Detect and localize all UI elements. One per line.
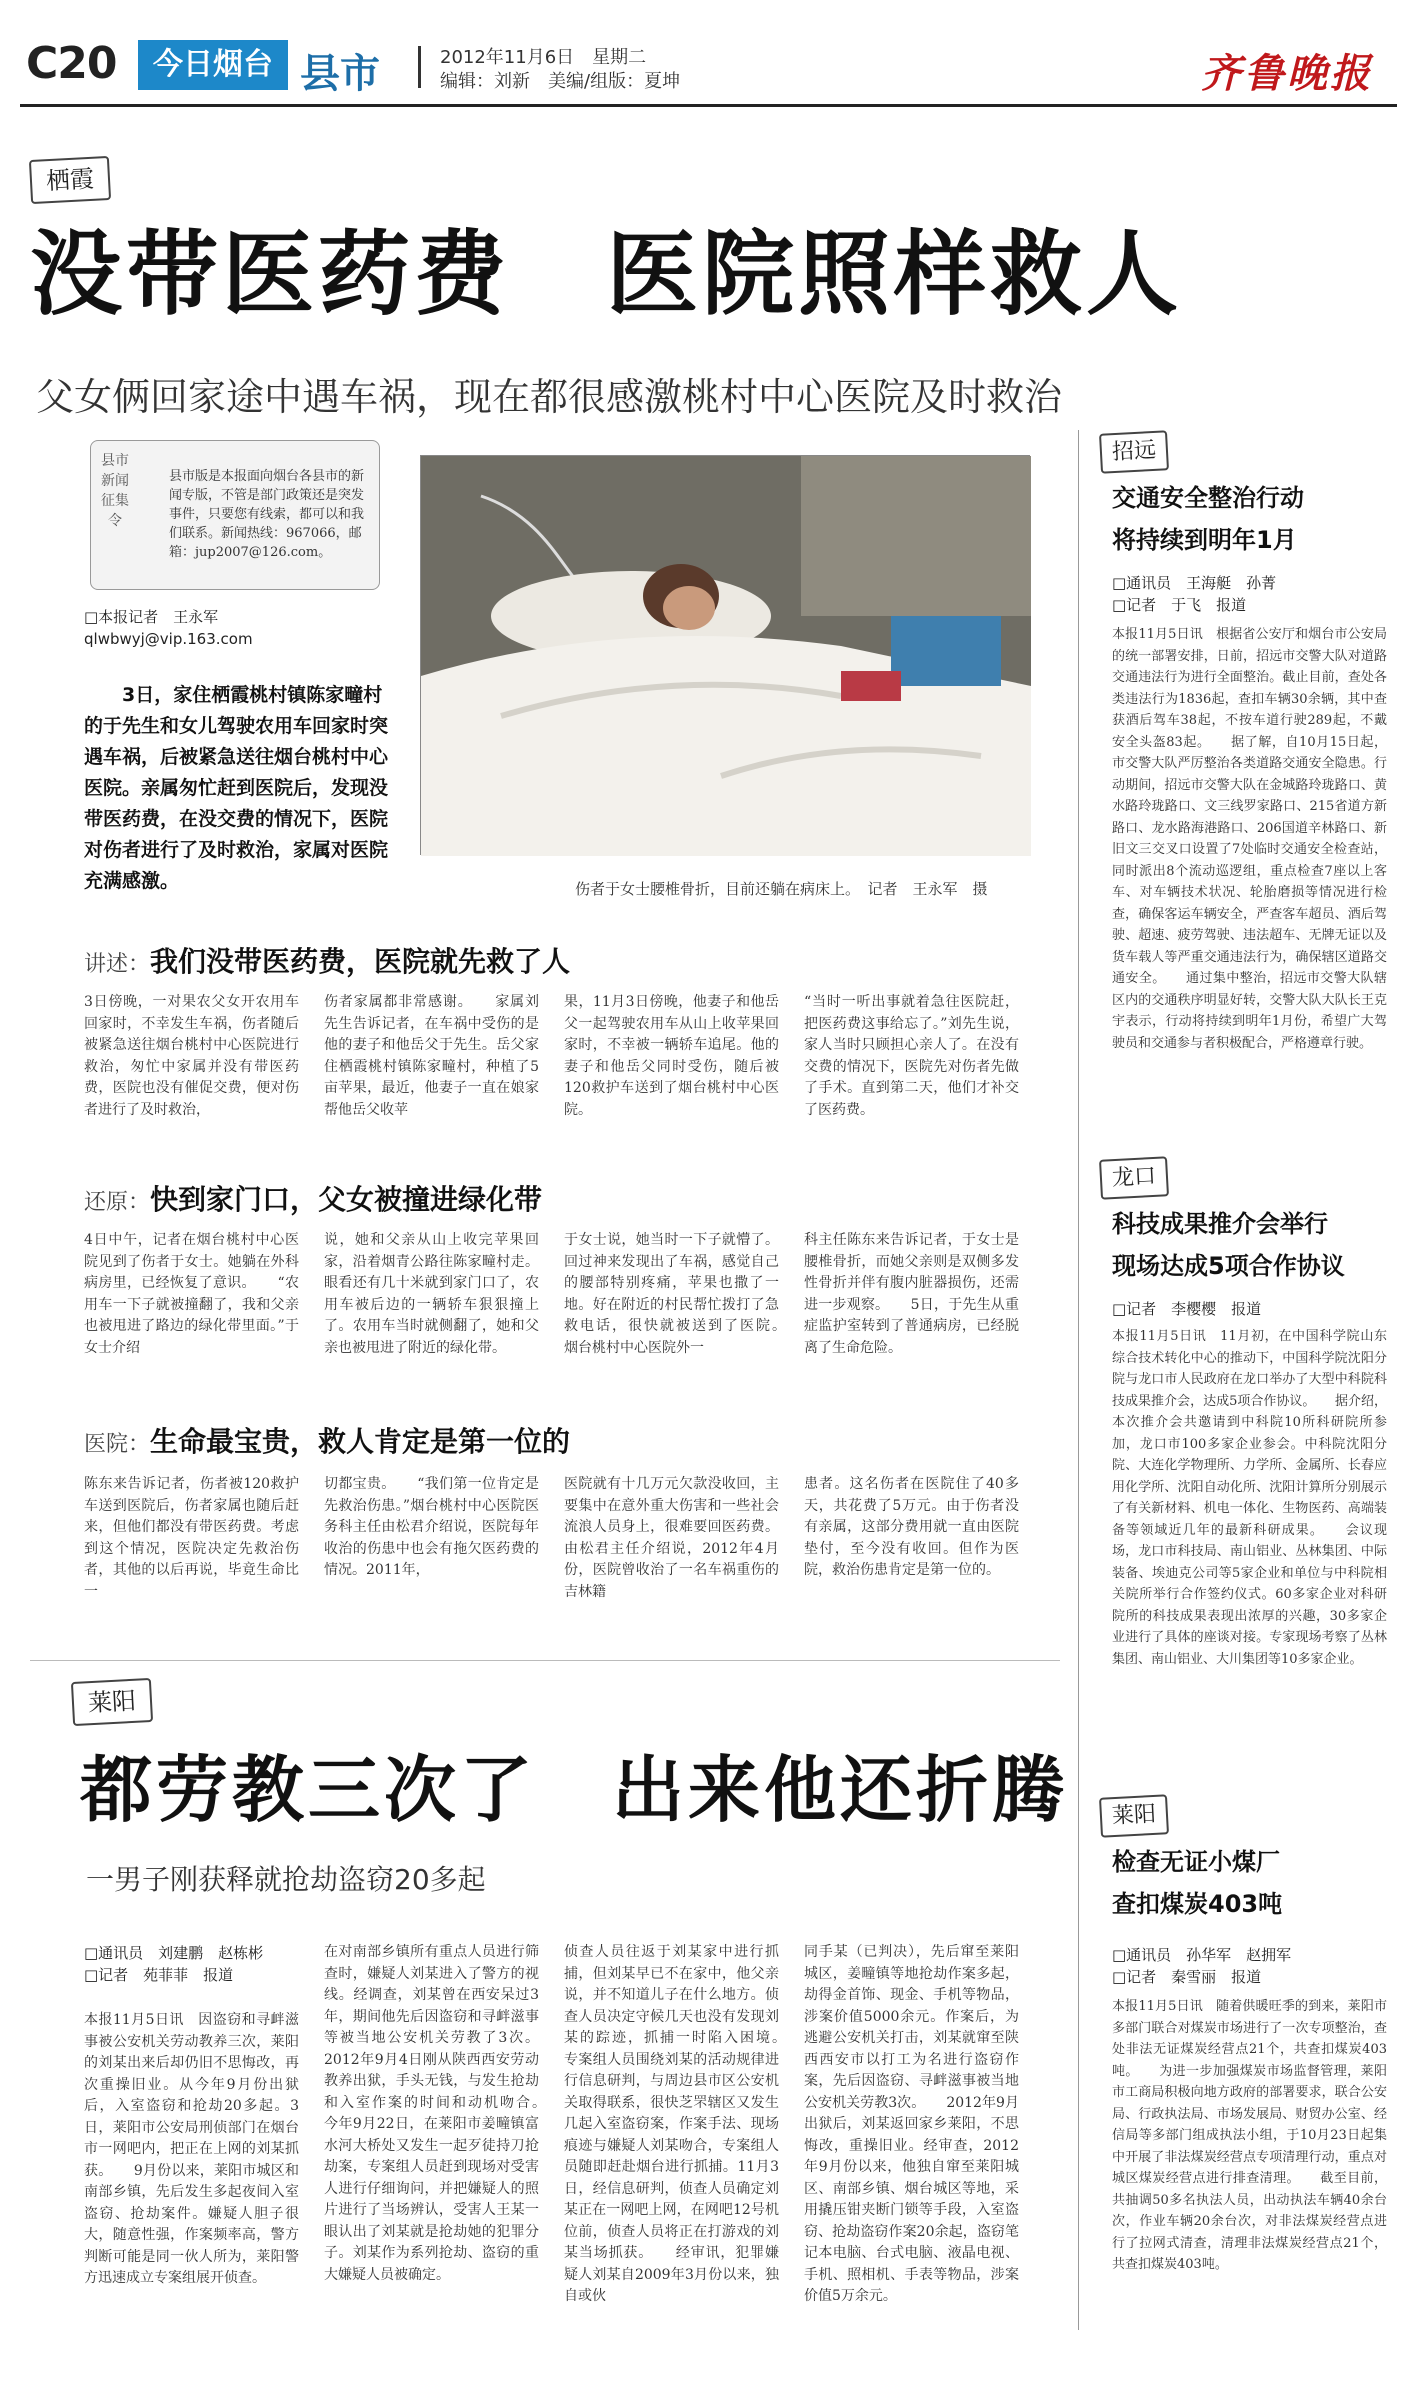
section-kicker: 讲述： (84, 952, 151, 977)
sidebar-headline-1b: 将持续到明年1月 (1112, 526, 1297, 554)
header-divider (418, 46, 421, 88)
email-story1: qlwbwyj@vip.163.com (84, 630, 253, 648)
editor-text: 编辑：刘新 美编/组版：夏坤 (440, 71, 681, 92)
body-column: 伤者家属都非常感谢。 家属刘先生告诉记者，在车祸中受伤的是他的妻子和他岳父于先生。岳父家住栖霞桃村镇陈家疃村，种植了5亩苹果，最近，他妻子一直在娘家帮他岳父收苹 (324, 994, 539, 1118)
hospital-photo (420, 455, 1030, 855)
body-column: 于女士说，她当时一下子就懵了。回过神来发现出了车祸，感觉自己的腰部特别疼痛，苹果也撒了一地。好在附近的村民帮忙拨打了急救电话，很快就被送到了医院。 烟台桃村中心医院外一 (564, 1232, 807, 1356)
section-title: 生命最宝贵，救人肯定是第一位的 (150, 1425, 571, 1458)
sidebar-body-1: 本报11月5日讯 根据省公安厅和烟台市公安局的统一部署安排，日前，招远市交警大队对道路交通违法行为进行全面整治。截止目前，查处各类违法行为1836起，查扣车辆30余辆，其中查获酒后驾车38起，不按车道行驶289起，不戴安全头盔83起。 据了解，自10月15日起，市交警大队严厉整治各类道路交通安全隐患。行动期间，招远市交警大队在金城路玲珑路口、黄水路玲珑路口、文三线罗家路口、215省道方新路口、龙水路海港路口、206国道辛林路口、新旧文三交叉口设置了7处临时交通安全检查站，同时派出8个流动巡逻组，重点检查7座以上客车、对车辆技术状况、轮胎磨损等情况进行检查，确保客运车辆安全，严查客车超员、酒后驾驶、超速、疲劳驾驶、违法超车、无牌无证以及货车载人等严重交通违法行为，确保辖区道路交通安全。 通过集中整治，招远市交警大队辖区内的交通秩序明显好转，交警大队大队长王克宇表示，行动将持续到明年1月份，希望广大驾驶员和交通参与者积极配合，严格遵章行驶。 (1112, 627, 1387, 1051)
section-title: 我们没带医药费，医院就先救了人 (150, 945, 571, 978)
body-column: 说，她和父亲从山上收完苹果回家，沿着烟青公路往陈家疃村走。眼看还有几十米就到家门口了，农用车被后边的一辆轿车狠狠撞上了。农用车当时就侧翻了，她和父亲也被甩进了附近的绿化带。 (324, 1232, 539, 1356)
section-head-1 (84, 940, 570, 980)
sidebar-headline-2a: 科技成果推介会举行 (1112, 1210, 1328, 1238)
body-column: 同手某（已判决），先后窜至莱阳城区，姜疃镇等地抢劫作案多起，劫得金首饰、现金、手机等物品，涉案价值5000余元。作案后，为逃避公安机关打击，刘某就窜至陕西西安市以打工为名进行盗窃作案，先后因盗窃、寻衅滋事被当地公安机关劳教3次。 2012年9月出狱后，刘某返回家乡莱阳，不思悔改，重操旧业。经审查，2012年9月份以来，他独自窜至莱阳城区、南部乡镇、烟台城区等地，采用撬压钳夹断门锁等手段，入室盗窃、抢劫盗窃作案20余起，盗窃笔记本电脑、台式电脑、液晶电视、手机、照相机、手表等物品，涉案价值5万余元。 (804, 1944, 1019, 2304)
sidebar-byline: □记者 于飞 报道 (1112, 596, 1247, 614)
sidebar-body-2: 本报11月5日讯 11月初，在中国科学院山东综合技术转化中心的推动下，中国科学院沈阳分院与龙口市人民政府在龙口举办了大型中科院科技成果推介会，达成5项合作协议。 据介绍，本次推介会共邀请到中科院10所科研院所参加，龙口市100多家企业参会。中科院沈阳分院、大连化学物理所、力学所、金属所、长春应用化学所、沈阳自动化所、沈阳计算所分别展示了有关新材料、机电一体化、生物医药、高端装备等领域近几年的最新科研成果。 会议现场，龙口市科技局、南山铝业、丛林集团、中际装备、埃迪克公司等5家企业和单位与中科院相关院所举行合作签约仪式。60多家企业对科研院所的科技成果表现出浓厚的兴趣，30多家企业进行了具体的座谈对接。专家现场考察了丛林集团、南山铝业、大川集团等10多家企业。 (1112, 1329, 1387, 1667)
byline-story2-a: □通讯员 刘建鹏 赵栋彬 (84, 1944, 264, 1962)
region-tag-laiyang-side: 莱阳 (1099, 1794, 1169, 1838)
date-text: 2012年11月6日 星期二 (440, 47, 647, 68)
sidebar-headline-3b: 查扣煤炭403吨 (1112, 1890, 1283, 1918)
body-column: 4日中午，记者在烟台桃村中心医院见到了伤者于女士。她躺在外科病房里，已经恢复了意识。 “农用车一下子就被撞翻了，我和父亲也被甩进了路边的绿化带里面。”于女士介绍 (84, 1232, 299, 1356)
sidebar-byline: □记者 李樱樱 报道 (1112, 1300, 1262, 1318)
date-line (440, 46, 680, 94)
sidebar-body-3: 本报11月5日讯 随着供暖旺季的到来，莱阳市多部门联合对煤炭市场进行了一次专项整治，查处非法无证煤炭经营点21个，共查扣煤炭403吨。 为进一步加强煤炭市场监督管理，莱阳市工商局积极向地方政府的部署要求，联合公安局、行政执法局、市场发展局、财贸办公室、经信局等多部门组成执法小组，于10月23日起集中开展了非法煤炭经营点专项清理行动，重点对城区煤炭经营点进行排查清理。 截至目前，共抽调50多名执法人员，出动执法车辆40余台次，作业车辆20余台次，对非法煤炭经营点进行了拉网式清查，清理非法煤炭经营点21个，共查扣煤炭403吨。 (1112, 1999, 1387, 2272)
body-column: 科主任陈东来告诉记者，于女士是腰椎骨折，而她父亲则是双侧多发性骨折并伴有腹内脏器损伤，还需进一步观察。 5日，于先生从重症监护室转到了普通病房，已经脱离了生命危险。 (804, 1232, 1019, 1356)
section-kicker: 医院： (84, 1432, 151, 1457)
section-head-3 (84, 1420, 570, 1460)
patient-in-bed-image (421, 456, 1031, 856)
sidebar-byline: □记者 秦雪丽 报道 (1112, 1968, 1262, 1986)
body-column: 侦查人员往返于刘某家中进行抓捕，但刘某早已不在家中，他父亲说，并不知道儿子在什么地方。侦查人员决定守候几天也没有发现刘某的踪迹，抓捕一时陷入困境。 专案组人员围绕刘某的活动规律进行信息研判，与周边县市区公安机关取得联系，很快芝罘辖区又发生几起入室盗窃案，作案手法、现场痕迹与嫌疑人刘某吻合，专案组人员随即赶赴烟台进行抓捕。11月3日，经信息研判，侦查人员确定刘某正在一网吧上网，在网吧12号机位前，侦查人员将正在打游戏的刘某当场抓获。 经审讯，犯罪嫌疑人刘某自2009年3月份以来，独自或伙 (564, 1944, 807, 2304)
headline-story2: 都劳教三次了 出来他还折腾 (80, 1748, 1069, 1832)
section-name: 县市 (300, 51, 380, 97)
byline-story2-b: □记者 苑菲菲 报道 (84, 1966, 234, 1984)
section-title: 快到家门口，父女被撞进绿化带 (150, 1183, 543, 1216)
page-header (0, 0, 1417, 100)
body-column: 在对南部乡镇所有重点人员进行筛查时，嫌疑人刘某进入了警方的视线。经调查，刘某曾在西安呆过3年，期间他先后因盗窃和寻衅滋事等被当地公安机关劳教了3次。2012年9月4日刚从陕西西安劳动教养出狱，手头无钱，与发生抢劫和入室作案的时间和动机吻合。 今年9月22日，在莱阳市姜疃镇富水河大桥处又发生一起歹徒持刀抢劫案，专案组人员赶到现场对受害人进行仔细询问，并把嫌疑人的照片进行了当场辨认，受害人王某一眼认出了刘某就是抢劫她的犯罪分子。刘某作为系列抢劫、盗窃的重大嫌疑人员被确定。 (324, 1944, 567, 2283)
body-column: 本报11月5日讯 因盗窃和寻衅滋事被公安机关劳动教养三次，莱阳的刘某出来后却仍旧不思悔改，再次重操旧业。从今年9月份出狱后，入室盗窃和抢劫20多起。3日，莱阳市公安局刑侦部门在烟台市一网吧内，把正在上网的刘某抓获。 9月份以来，莱阳市城区和南部乡镇，先后发生多起夜间入室盗窃、抢劫案件。嫌疑人胆子很大，随意性强，作案频率高，警方判断可能是同一伙人所为，莱阳警方迅速成立专案组展开侦查。 (84, 2012, 299, 2286)
subheadline-story1: 父女俩回家途中遇车祸，现在都很感激桃村中心医院及时救治 (36, 375, 1063, 419)
notice-text: 县市版是本报面向烟台各县市的新闻专版，不管是部门政策还是突发事件，只要您有线索，都可以和我们联系。新闻热线：967066，邮箱：jup2007@126.com。 (169, 469, 365, 560)
body-column: 医院就有十几万元欠款没收回，主要集中在意外重大伤害和一些社会流浪人员身上，很难要回医药费。由松君主任介绍说，2012年4月份，医院曾收治了一名车祸重伤的吉林籍 (564, 1476, 779, 1600)
region-tag-zhaoyuan: 招远 (1099, 430, 1169, 474)
body-column: “当时一听出事就着急往医院赶，把医药费这事给忘了。”刘先生说，家人当时只顾担心亲人了。在没有交费的情况下，医院先对伤者先做了手术。直到第二天，他们才补交了医药费。 (804, 994, 1019, 1118)
byline-story1: □本报记者 王永军 (84, 608, 219, 626)
sidebar-headline-3a: 检查无证小煤厂 (1112, 1848, 1280, 1876)
photo-caption: 伤者于女士腰椎骨折，目前还躺在病床上。 记者 王永军 摄 (575, 880, 988, 898)
body-column: 3日傍晚，一对果农父女开农用车回家时，不幸发生车祸，伤者随后被紧急送往烟台桃村中心医院进行救治，匆忙中家属并没有带医药费，医院也没有催促交费，便对伤者进行了及时救治， (84, 994, 299, 1118)
subheadline-story2: 一男子刚获释就抢劫盗窃20多起 (86, 1863, 486, 1896)
section-kicker: 还原： (84, 1190, 151, 1215)
sidebar-divider (1078, 430, 1079, 2330)
section-badge: 今日烟台 (138, 40, 288, 90)
headline-story1: 没带医药费 医院照样救人 (30, 221, 1183, 328)
story-divider (30, 1660, 1060, 1661)
notice-vertical-title: 县市新闻征集令 (101, 453, 129, 529)
sidebar-byline: □通讯员 孙华军 赵拥军 (1112, 1946, 1292, 1964)
news-call-notice (90, 440, 380, 590)
body-column: 患者。这名伤者在医院住了40多天，共花费了5万元。由于伤者没有亲属，这部分费用就一直由医院垫付，至今没有收回。但作为医院，救治伤患肯定是第一位的。 (804, 1476, 1019, 1578)
section-head-2 (84, 1178, 542, 1218)
region-tag-qixia: 栖霞 (29, 156, 111, 204)
page-number: C20 (26, 38, 117, 89)
region-tag-laiyang: 莱阳 (71, 1678, 153, 1726)
masthead-logo: 齐鲁晚报 (1201, 50, 1373, 97)
sidebar-headline-2b: 现场达成5项合作协议 (1112, 1252, 1345, 1280)
lead-paragraph: 3日，家住栖霞桃村镇陈家疃村的于先生和女儿驾驶农用车回家时突遇车祸，后被紧急送往烟台桃村中心医院。亲属匆忙赶到医院后，发现没带医药费，在没交费的情况下，医院对伤者进行了及时救治，家属对医院充满感激。 (84, 684, 389, 892)
header-rule (20, 104, 1397, 107)
region-tag-longkou: 龙口 (1099, 1156, 1169, 1200)
body-column: 陈东来告诉记者，伤者被120救护车送到医院后，伤者家属也随后赶来，但他们都没有带医药费。考虑到这个情况，医院决定先救治伤者，其他的以后再说，毕竟生命比一 (84, 1476, 299, 1600)
body-column: 果，11月3日傍晚，他妻子和他岳父一起驾驶农用车从山上收苹果回家时，不幸被一辆轿车追尾。他的妻子和他岳父同时受伤，随后被120救护车送到了烟台桃村中心医院。 (564, 994, 779, 1118)
sidebar-byline: □通讯员 王海艇 孙菁 (1112, 574, 1277, 592)
sidebar-headline-1a: 交通安全整治行动 (1112, 484, 1304, 512)
body-column: 切都宝贵。 “我们第一位肯定是先救治伤患。”烟台桃村中心医院医务科主任由松君介绍说，医院每年收治的伤患中也会有拖欠医药费的情况。2011年， (324, 1476, 539, 1578)
